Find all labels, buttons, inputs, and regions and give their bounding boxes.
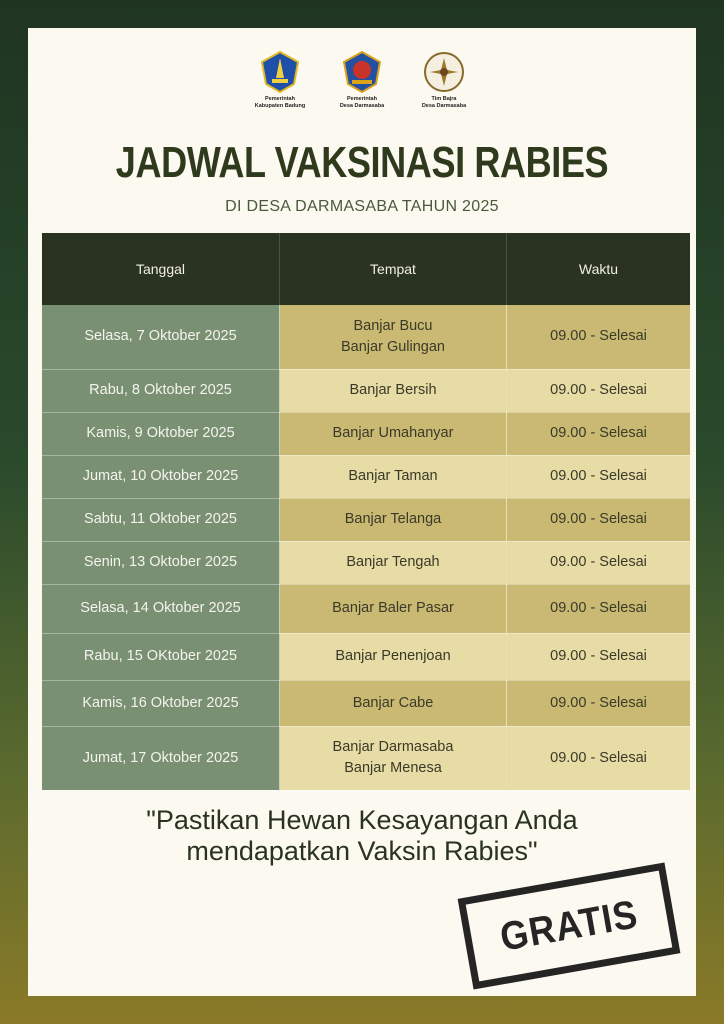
desa-darmasaba-emblem-icon [340,50,384,94]
date-cell: Kamis, 9 Oktober 2025 [42,412,280,455]
table-row [42,305,690,369]
logo-caption: Pemerintah Desa Darmasaba [339,96,385,109]
closing-quote: "Pastikan Hewan Kesayangan Anda mendapatkan Vaksin Rabies" [146,805,578,866]
place-cell: Banjar Baler Pasar [280,584,507,633]
schedule-table [42,233,690,791]
place-cell: Banjar Umahanyar [280,412,507,455]
logo-caption: Tim Bajra Desa Darmasaba [421,96,467,109]
place-cell: Banjar Taman [280,455,507,498]
logo-row [28,50,696,109]
place-cell: Banjar Bersih [280,369,507,412]
logo-caption: Pemerintah Kabupaten Badung [254,96,306,109]
poster [28,28,696,996]
date-cell: Kamis, 16 Oktober 2025 [42,680,280,726]
table-row [42,455,690,498]
date-cell: Rabu, 8 Oktober 2025 [42,369,280,412]
table-row [42,541,690,584]
time-cell: 09.00 - Selesai [507,305,691,369]
table-header-row [42,233,690,305]
place-cell: Banjar Cabe [280,680,507,726]
time-cell: 09.00 - Selesai [507,412,691,455]
logo-kabupaten-badung [250,50,310,109]
table-row [42,633,690,680]
page-subtitle: DI DESA DARMASABA TAHUN 2025 [225,198,499,215]
time-cell: 09.00 - Selesai [507,455,691,498]
date-cell: Rabu, 15 OKtober 2025 [42,633,280,680]
time-cell: 09.00 - Selesai [507,633,691,680]
stamp-label: GRATIS [496,891,642,960]
place-cell: Banjar Tengah [280,541,507,584]
date-cell: Senin, 13 Oktober 2025 [42,541,280,584]
table-row [42,369,690,412]
time-cell: 09.00 - Selesai [507,541,691,584]
date-cell: Sabtu, 11 Oktober 2025 [42,498,280,541]
date-cell: Jumat, 17 Oktober 2025 [42,726,280,790]
place-cell: Banjar Penenjoan [280,633,507,680]
table-row [42,498,690,541]
kabupaten-badung-emblem-icon [258,50,302,94]
place-cell: Banjar Telanga [280,498,507,541]
time-cell: 09.00 - Selesai [507,369,691,412]
date-cell: Selasa, 7 Oktober 2025 [42,305,280,369]
table-row [42,680,690,726]
place-cell: Banjar Darmasaba Banjar Menesa [280,726,507,790]
time-cell: 09.00 - Selesai [507,584,691,633]
page-title: JADWAL VAKSINASI RABIES [115,138,609,187]
place-cell: Banjar Bucu Banjar Gulingan [280,305,507,369]
time-cell: 09.00 - Selesai [507,680,691,726]
table-row [42,726,690,790]
column-header-tanggal: Tanggal [42,233,280,305]
column-header-waktu: Waktu [507,233,691,305]
table-row [42,584,690,633]
date-cell: Selasa, 14 Oktober 2025 [42,584,280,633]
time-cell: 09.00 - Selesai [507,498,691,541]
date-cell: Jumat, 10 Oktober 2025 [42,455,280,498]
time-cell: 09.00 - Selesai [507,726,691,790]
logo-desa-darmasaba [332,50,392,109]
logo-tim-bajra [414,50,474,109]
free-stamp [458,862,681,989]
tim-bajra-emblem-icon [422,50,466,94]
table-row [42,412,690,455]
column-header-tempat: Tempat [280,233,507,305]
